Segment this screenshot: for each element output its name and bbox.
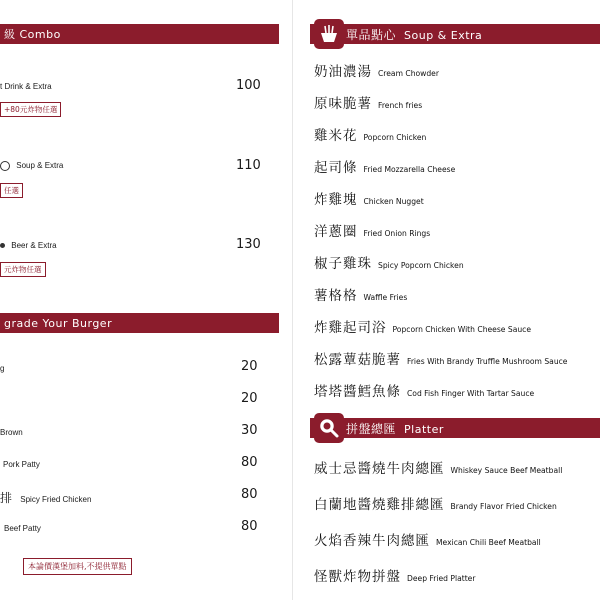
page-divider bbox=[292, 0, 293, 600]
soup-item-3-en: Popcorn Chicken bbox=[363, 133, 427, 142]
platter-item-2-en: Brandy Flavor Fried Chicken bbox=[450, 502, 557, 511]
soup-item-6-en: Fried Onion Rings bbox=[363, 229, 431, 238]
basket-icon bbox=[314, 19, 344, 49]
upgrade-item-4-text: Pork Patty bbox=[3, 460, 40, 469]
soup-item-9-zh: 炸雞起司浴 bbox=[314, 320, 387, 336]
platter-item-2 bbox=[314, 493, 557, 513]
soup-item-8-en: Waffle Fries bbox=[363, 293, 408, 302]
upgrade-item-6-price: 80 bbox=[241, 519, 258, 534]
combo-item-3-icon bbox=[0, 243, 5, 248]
combo-header bbox=[0, 24, 279, 44]
soup-item-5-zh: 炸雞塊 bbox=[314, 192, 358, 208]
upgrade-item-5 bbox=[0, 489, 91, 506]
soup-item-7-en: Spicy Popcorn Chicken bbox=[378, 261, 464, 270]
platter-item-3-en: Mexican Chili Beef Meatball bbox=[436, 538, 541, 547]
upgrade-item-5-text: Spicy Fried Chicken bbox=[20, 495, 92, 504]
platter-item-1 bbox=[314, 457, 562, 477]
soup-item-2-en: French fries bbox=[378, 101, 423, 110]
soup-item-4-en: Fried Mozzarella Cheese bbox=[363, 165, 456, 174]
upgrade-item-6-text: Beef Patty bbox=[4, 524, 41, 533]
footnote: 本論價漢堡加料,不提供單點 bbox=[23, 558, 132, 575]
combo-item-1-price: 100 bbox=[236, 78, 261, 93]
platter-header bbox=[310, 418, 600, 438]
soup-item-2 bbox=[314, 92, 422, 112]
soup-extra-header-zh: 單品點心 bbox=[346, 27, 397, 42]
soup-item-5-en: Chicken Nugget bbox=[363, 197, 424, 206]
combo-item-3-price: 130 bbox=[236, 237, 261, 252]
soup-item-5 bbox=[314, 188, 424, 208]
soup-item-9 bbox=[314, 316, 531, 336]
soup-item-11-zh: 塔塔醬鱈魚條 bbox=[314, 384, 401, 400]
platter-item-1-zh: 威士忌醬燒牛肉總匯 bbox=[314, 461, 445, 477]
soup-item-7 bbox=[314, 252, 464, 272]
soup-item-9-en: Popcorn Chicken With Cheese Sauce bbox=[392, 325, 532, 334]
upgrade-header-text: grade Your Burger bbox=[4, 316, 113, 330]
soup-item-2-zh: 原味脆薯 bbox=[314, 96, 372, 112]
soup-item-10-zh: 松露蕈菇脆薯 bbox=[314, 352, 401, 368]
soup-item-3 bbox=[314, 124, 426, 144]
magnifier-icon bbox=[314, 413, 344, 443]
soup-item-10-en: Fries With Brandy Truffle Mushroom Sauce bbox=[407, 357, 568, 366]
upgrade-item-1-price: 20 bbox=[241, 359, 258, 374]
combo-item-1-note: +80元炸物任選 bbox=[0, 102, 61, 117]
upgrade-item-3-text: Brown bbox=[0, 428, 23, 437]
soup-item-3-zh: 雞米花 bbox=[314, 128, 358, 144]
soup-item-4-zh: 起司條 bbox=[314, 160, 358, 176]
soup-extra-header-en: Soup & Extra bbox=[404, 28, 483, 42]
upgrade-item-3-price: 30 bbox=[241, 423, 258, 438]
combo-item-1-text: t Drink & Extra bbox=[0, 82, 52, 91]
soup-item-10 bbox=[314, 348, 567, 368]
upgrade-item-5-zh: 排 bbox=[0, 491, 13, 505]
soup-item-8 bbox=[314, 284, 407, 304]
combo-item-3 bbox=[0, 241, 57, 250]
combo-header-text: 級 Combo bbox=[4, 28, 61, 41]
soup-extra-header bbox=[310, 24, 600, 44]
upgrade-header bbox=[0, 313, 279, 333]
platter-header-zh: 拼盤總匯 bbox=[346, 421, 397, 436]
soup-item-4 bbox=[314, 156, 455, 176]
combo-item-2-note: 任選 bbox=[0, 183, 23, 198]
platter-item-3-zh: 火焰香辣牛肉總匯 bbox=[314, 533, 430, 549]
platter-item-3 bbox=[314, 529, 541, 549]
platter-item-4 bbox=[314, 565, 475, 585]
soup-item-1 bbox=[314, 60, 439, 80]
platter-item-2-zh: 白蘭地醬燒雞排總匯 bbox=[314, 497, 445, 513]
soup-item-7-zh: 椒子雞珠 bbox=[314, 256, 372, 272]
platter-item-4-zh: 怪獸炸物拼盤 bbox=[314, 569, 401, 585]
soup-item-11 bbox=[314, 380, 534, 400]
combo-item-2 bbox=[0, 161, 63, 171]
soup-item-1-zh: 奶油濃湯 bbox=[314, 64, 372, 80]
soup-item-11-en: Cod Fish Finger With Tartar Sauce bbox=[407, 389, 535, 398]
soup-item-8-zh: 薯格格 bbox=[314, 288, 358, 304]
upgrade-item-2-price: 20 bbox=[241, 391, 258, 406]
platter-header-en: Platter bbox=[404, 422, 444, 436]
upgrade-item-5-price: 80 bbox=[241, 487, 258, 502]
platter-item-4-en: Deep Fried Platter bbox=[407, 574, 476, 583]
combo-item-2-price: 110 bbox=[236, 158, 261, 173]
combo-item-3-text: Beer & Extra bbox=[11, 241, 57, 250]
combo-item-3-note: 元炸物任選 bbox=[0, 262, 46, 277]
combo-item-2-text: Soup & Extra bbox=[16, 161, 64, 171]
upgrade-item-4-price: 80 bbox=[241, 455, 258, 470]
platter-item-1-en: Whiskey Sauce Beef Meatball bbox=[450, 466, 563, 475]
soup-item-6 bbox=[314, 220, 430, 240]
soup-item-1-en: Cream Chowder bbox=[378, 69, 439, 78]
upgrade-item-1-text: g bbox=[0, 364, 5, 373]
combo-item-2-icon bbox=[0, 161, 10, 171]
soup-item-6-zh: 洋蔥圈 bbox=[314, 224, 358, 240]
